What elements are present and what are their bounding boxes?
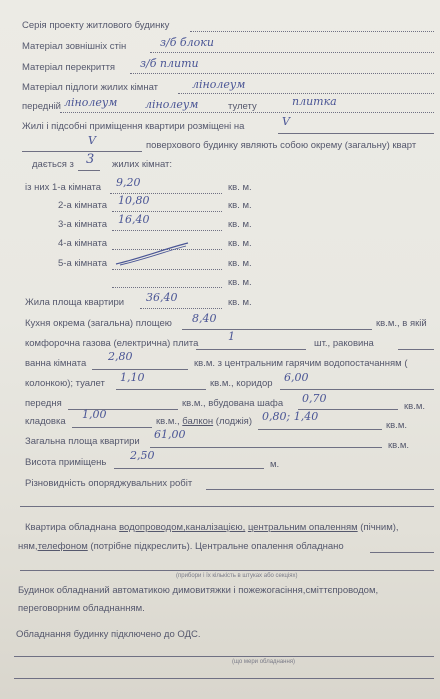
rooms-fill[interactable] bbox=[78, 170, 100, 171]
rooms-value: 3 bbox=[86, 152, 95, 167]
height-label: Висота приміщень bbox=[25, 457, 107, 468]
room2-unit: кв. м. bbox=[228, 200, 252, 211]
ods-fill-2[interactable] bbox=[14, 678, 434, 679]
front-tail-text: кв.м., вбудована шафа bbox=[182, 398, 284, 409]
series-label: Серія проекту житлового будинку bbox=[22, 20, 170, 31]
extra-room-fill[interactable] bbox=[112, 287, 222, 288]
stove-label: комфорочна газова (електрична) плита bbox=[25, 338, 199, 349]
hall-label-a: передній bbox=[22, 101, 61, 112]
equip-phone: телефоном bbox=[37, 541, 88, 552]
strike-mark-icon bbox=[112, 240, 192, 268]
walls-label: Матеріал зовнішніх стін bbox=[22, 41, 127, 52]
hall-value-a: лінолеум bbox=[64, 96, 118, 109]
finish-fill-2[interactable] bbox=[20, 506, 434, 507]
equip-a: Квартира обладнана bbox=[25, 522, 117, 533]
floor-count-fill[interactable] bbox=[22, 151, 142, 152]
bath-tail: кв.м. з центральним гарячим водопостачанням ( bbox=[194, 358, 408, 369]
stove-fill[interactable] bbox=[196, 349, 306, 350]
building-line bbox=[18, 585, 440, 597]
floors-value: з/б плити bbox=[140, 57, 199, 70]
floors-label: Матеріал перекриття bbox=[22, 62, 116, 73]
room4-unit: кв. м. bbox=[228, 238, 252, 249]
kitchen-value: 8,40 bbox=[192, 312, 217, 325]
room1-label: із них 1-а кімната bbox=[25, 182, 102, 193]
room3-label: 3-а кімната bbox=[58, 219, 108, 230]
room1-value: 9,20 bbox=[116, 176, 141, 189]
corridor-value: 6,00 bbox=[284, 371, 309, 384]
located-value: V bbox=[282, 115, 290, 128]
toilet-label-a: колонкою); туалет bbox=[25, 378, 105, 389]
rooms-label-b: жилих кімнат: bbox=[112, 159, 173, 170]
pantry-value: 1,00 bbox=[82, 408, 107, 421]
toilet-value: 1,10 bbox=[120, 371, 145, 384]
floor-suffix: поверхового будинку являють собою окрему (загальну) кварт bbox=[146, 140, 417, 151]
floor-mat-label: Матеріал підлоги жилих кімнат bbox=[22, 82, 158, 93]
stove-value: 1 bbox=[228, 330, 235, 343]
pantry-label: кладовка bbox=[25, 416, 66, 427]
building-line-2 bbox=[18, 603, 440, 615]
bath-fill[interactable] bbox=[92, 369, 188, 370]
series-fill[interactable] bbox=[190, 31, 434, 32]
equip-b: (пічним), bbox=[360, 522, 399, 533]
pantry-tail: кв.м., bbox=[156, 416, 180, 427]
height-unit: м. bbox=[270, 459, 280, 470]
loggia-word: (лоджія) bbox=[215, 416, 252, 427]
walls-value: з/б блоки bbox=[160, 36, 214, 49]
room3-fill[interactable] bbox=[112, 230, 222, 231]
corridor-fill[interactable] bbox=[280, 389, 434, 390]
height-fill[interactable] bbox=[114, 468, 264, 469]
living-value: 36,40 bbox=[146, 291, 178, 304]
located-line bbox=[22, 121, 440, 133]
hall-value-c: плитка bbox=[292, 95, 337, 108]
equip-plumbing: водопроводом, bbox=[119, 522, 186, 533]
toilet-label-b: кв.м., коридор bbox=[210, 378, 273, 389]
equip-sewer: каналізацією, bbox=[185, 522, 246, 533]
room4-label: 4-а кімната bbox=[58, 238, 108, 249]
floor-count-value: V bbox=[88, 134, 96, 147]
floor-mat-fill[interactable] bbox=[178, 93, 434, 94]
toilet-fill[interactable] bbox=[116, 389, 206, 390]
height-value: 2,50 bbox=[130, 449, 155, 462]
room5-label: 5-а кімната bbox=[58, 258, 108, 269]
pantry-fill[interactable] bbox=[72, 427, 152, 428]
stove-tail: шт., раковина bbox=[314, 338, 374, 349]
total-unit: кв.м. bbox=[388, 440, 410, 451]
room5-unit: кв. м. bbox=[228, 258, 252, 269]
living-unit: кв. м. bbox=[228, 297, 252, 308]
walls-fill[interactable] bbox=[150, 52, 434, 53]
finish-fill[interactable] bbox=[206, 489, 434, 490]
closet-value: 0,70 bbox=[302, 392, 327, 405]
finish-label: Різновидність опоряджувальних робіт bbox=[25, 478, 193, 489]
bath-label: ванна кімната bbox=[25, 358, 87, 369]
ods-line bbox=[16, 629, 440, 641]
room3-unit: кв. м. bbox=[228, 219, 252, 230]
ods-fill[interactable] bbox=[14, 656, 434, 657]
room3-value: 16,40 bbox=[118, 213, 150, 226]
balcony-fill[interactable] bbox=[258, 429, 382, 430]
living-fill[interactable] bbox=[140, 308, 222, 309]
room5-fill[interactable] bbox=[112, 269, 222, 270]
located-label: Жилі і підсобні приміщення квартири розміщені на bbox=[22, 121, 245, 132]
extra-room-unit: кв. м. bbox=[228, 277, 252, 288]
located-fill[interactable] bbox=[278, 133, 434, 134]
hall-fill[interactable] bbox=[60, 112, 434, 113]
equip-heating: центральним опаленням bbox=[247, 522, 358, 533]
sink-fill[interactable] bbox=[398, 349, 434, 350]
equip-line bbox=[25, 522, 440, 534]
living-label: Жила площа квартири bbox=[25, 297, 125, 308]
total-value: 61,00 bbox=[154, 428, 186, 441]
ods-label: Обладнання будинку підключено до ОДС. bbox=[16, 629, 201, 640]
heating-fill-2[interactable] bbox=[20, 570, 434, 571]
room1-unit: кв. м. bbox=[228, 182, 252, 193]
heating-fill[interactable] bbox=[370, 552, 434, 553]
note-small: (прибори і їх кількість в штуках або секціях) bbox=[176, 573, 298, 579]
note-small-2: (що мери обладнання) bbox=[232, 659, 296, 665]
hall-value-b: лінолеум bbox=[145, 98, 199, 111]
room2-fill[interactable] bbox=[112, 211, 222, 212]
hall-label-b: тулету bbox=[228, 101, 257, 112]
balcony-unit: кв.м. bbox=[386, 420, 408, 431]
total-label: Загальна площа квартири bbox=[25, 436, 140, 447]
kitchen-tail: кв.м., в якій bbox=[376, 318, 427, 329]
total-fill[interactable] bbox=[150, 447, 382, 448]
kitchen-label: Кухня окрема (загальна) площею bbox=[25, 318, 172, 329]
building-a: Будинок обладнаний автоматикою димовитяжки і пожежогасіння,сміттєпроводом, bbox=[18, 585, 379, 596]
bath-value: 2,80 bbox=[108, 350, 133, 363]
kitchen-fill[interactable] bbox=[182, 329, 372, 330]
rooms-line-b bbox=[112, 159, 440, 171]
floor-mat-value: лінолеум bbox=[192, 78, 246, 91]
closet-unit: кв.м. bbox=[404, 401, 426, 412]
floor-suffix-line bbox=[146, 140, 440, 152]
balcony-word: балкон bbox=[182, 416, 214, 427]
room2-label: 2-а кімната bbox=[58, 200, 108, 211]
front-label: передня bbox=[25, 398, 62, 409]
rooms-label-a: дається з bbox=[32, 159, 74, 170]
building-b: переговорним обладнанням. bbox=[18, 603, 145, 614]
equip-c2: (потрібне підкреслить). Центральне опалення обладнано bbox=[90, 541, 344, 552]
equip-c1: ням, bbox=[18, 541, 38, 552]
floors-fill[interactable] bbox=[130, 73, 434, 74]
balcony-value: 0,80; 1,40 bbox=[262, 410, 319, 423]
room2-value: 10,80 bbox=[118, 194, 150, 207]
